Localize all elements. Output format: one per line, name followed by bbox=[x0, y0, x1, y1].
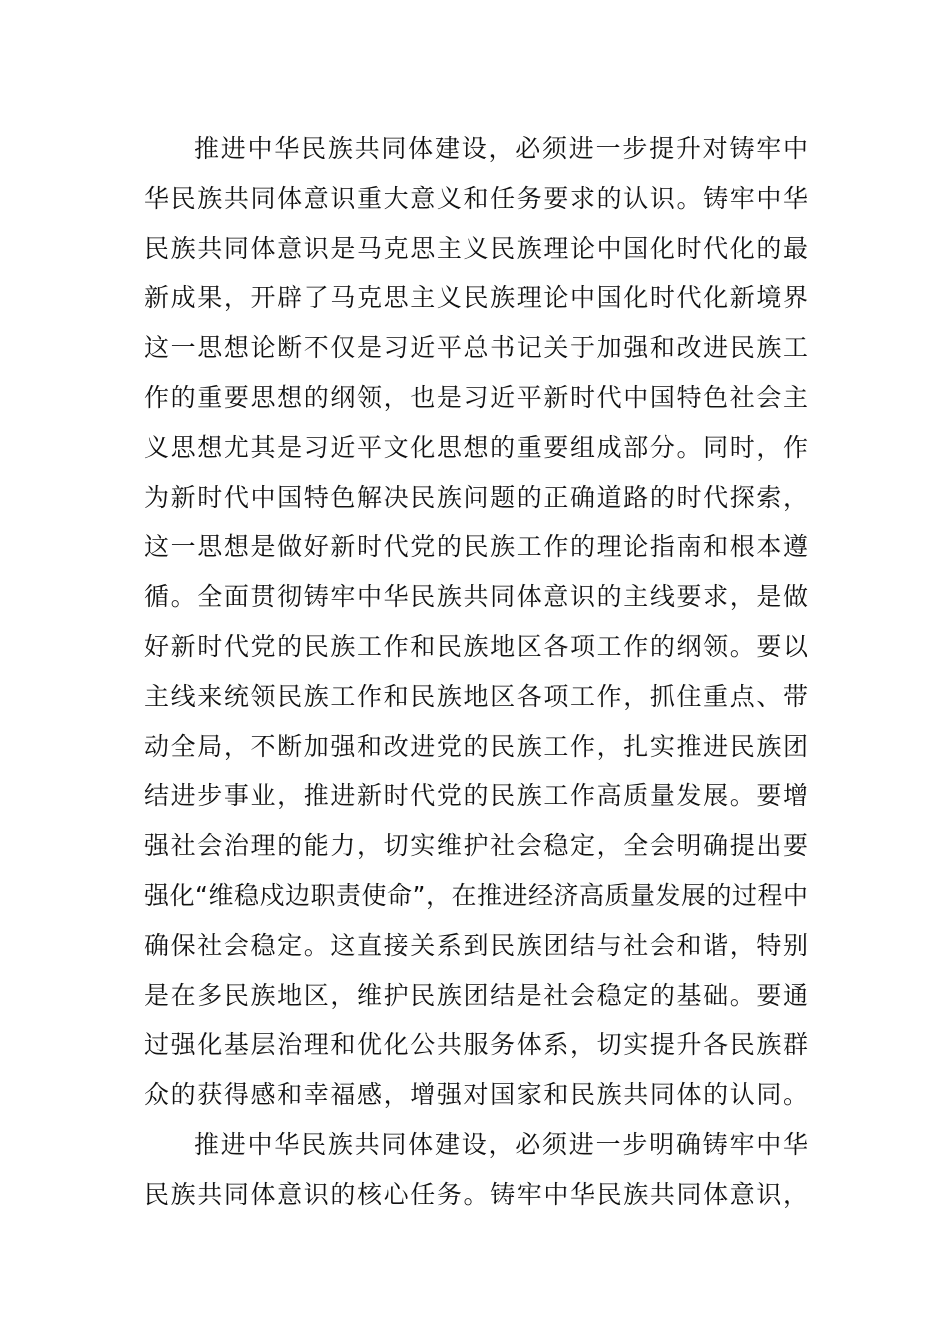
paragraph-1-line: 义思想尤其是习近平文化思想的重要组成部分。同时，作 bbox=[144, 432, 808, 462]
paragraph-1-line: 是在多民族地区，维护民族团结是社会稳定的基础。要通 bbox=[144, 980, 808, 1010]
paragraph-1-first-line: 推进中华民族共同体建设，必须进一步提升对铸牢中 bbox=[194, 134, 808, 163]
paragraph-2-first-line: 推进中华民族共同体建设，必须进一步明确铸牢中华 bbox=[194, 1129, 808, 1159]
paragraph-1-line: 强社会治理的能力，切实维护社会稳定，全会明确提出要 bbox=[144, 831, 808, 861]
paragraph-1-line: 华民族共同体意识重大意义和任务要求的认识。铸牢中华 bbox=[144, 183, 808, 213]
paragraph-1-line: 好新时代党的民族工作和民族地区各项工作的纲领。要以 bbox=[144, 631, 808, 661]
paragraph-1-line: 这一思想是做好新时代党的民族工作的理论指南和根本遵 bbox=[144, 532, 808, 562]
paragraph-1-last-line: 众的获得感和幸福感，增强对国家和民族共同体的认同。 bbox=[144, 1080, 808, 1110]
paragraph-1-line: 主线来统领民族工作和民族地区各项工作，抓住重点、带 bbox=[144, 681, 808, 711]
paragraph-1-line: 作的重要思想的纲领，也是习近平新时代中国特色社会主 bbox=[144, 382, 808, 412]
paragraph-1-line: 结进步事业，推进新时代党的民族工作高质量发展。要增 bbox=[144, 781, 808, 811]
paragraph-1-line: 新成果，开辟了马克思主义民族理论中国化时代化新境界 bbox=[144, 283, 808, 313]
paragraph-1-line: 循。全面贯彻铸牢中华民族共同体意识的主线要求，是做 bbox=[144, 582, 808, 612]
paragraph-1-line: 这一思想论断不仅是习近平总书记关于加强和改进民族工 bbox=[144, 333, 808, 363]
paragraph-1-line: 为新时代中国特色解决民族问题的正确道路的时代探索， bbox=[144, 482, 808, 512]
paragraph-1-line: 过强化基层治理和优化公共服务体系，切实提升各民族群 bbox=[144, 1030, 808, 1060]
paragraph-1-line: 动全局，不断加强和改进党的民族工作，扎实推进民族团 bbox=[144, 731, 808, 761]
paragraph-1-line: 强化“维稳戍边职责使命”，在推进经济高质量发展的过程中 bbox=[144, 880, 808, 910]
paragraph-1-line: 民族共同体意识是马克思主义民族理论中国化时代化的最 bbox=[144, 233, 808, 263]
paragraph-1-line: 确保社会稳定。这直接关系到民族团结与社会和谐，特别 bbox=[144, 930, 808, 960]
paragraph-2-line: 民族共同体意识的核心任务。铸牢中华民族共同体意识， bbox=[144, 1179, 808, 1209]
document-body bbox=[144, 124, 808, 1220]
